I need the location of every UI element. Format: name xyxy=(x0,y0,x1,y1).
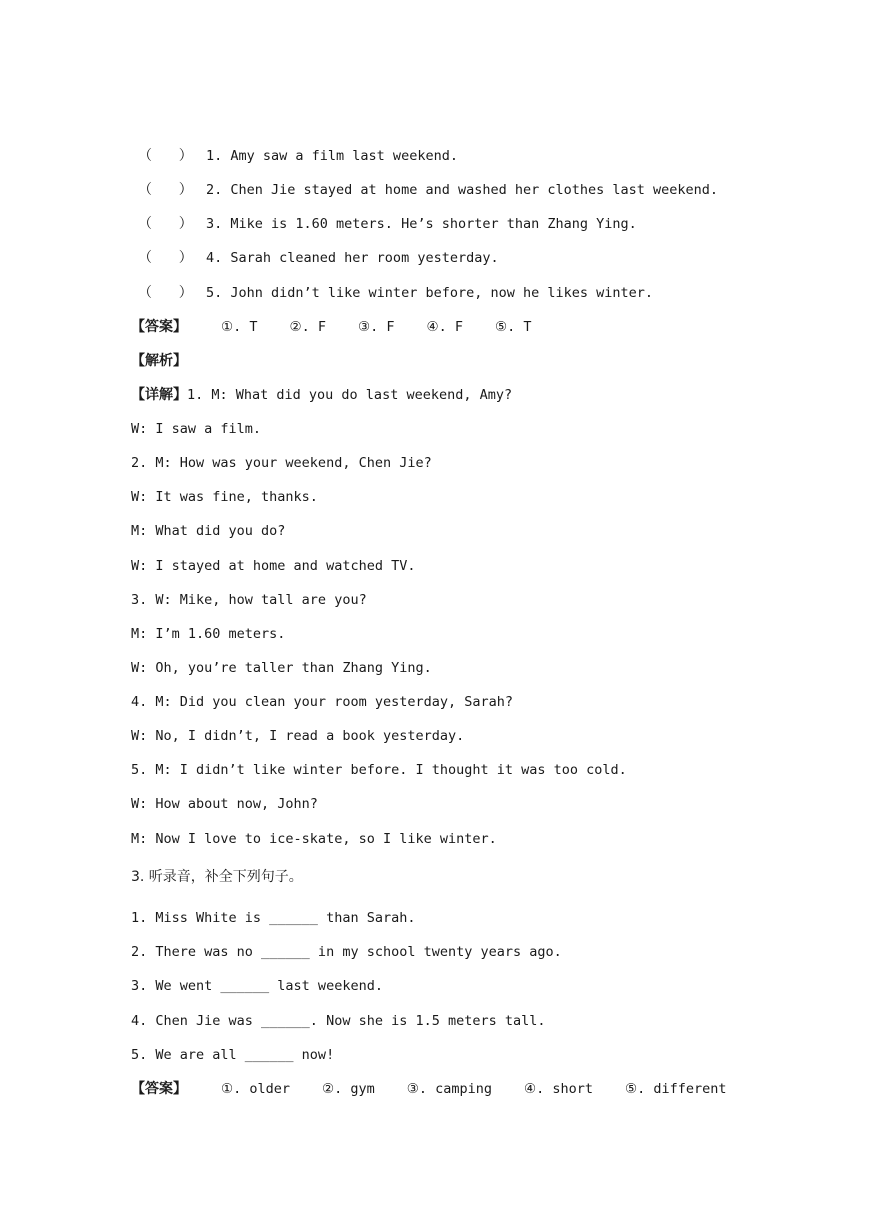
answer-item: ③. F xyxy=(358,319,395,335)
answer-item: ④. short xyxy=(524,1081,594,1097)
transcript-line: M: What did you do? xyxy=(131,523,286,539)
answer-item: ⑤. different xyxy=(625,1081,727,1097)
answer-blank: （ ） xyxy=(138,148,193,164)
transcript-text: 1. M: What did you do last weekend, Amy? xyxy=(187,387,513,403)
answer-item: ①. T xyxy=(221,319,258,335)
transcript-line: W: How about now, John? xyxy=(131,796,318,812)
fill-item: 1. Miss White is ______ than Sarah. xyxy=(131,910,416,926)
tf-statement: 3. Mike is 1.60 meters. He’s shorter than Zhang Ying. xyxy=(206,216,637,232)
answer-blank: （ ） xyxy=(138,285,193,301)
transcript-line: 2. M: How was your weekend, Chen Jie? xyxy=(131,455,432,471)
tf-item-5 xyxy=(138,282,653,304)
transcript-line: W: I saw a film. xyxy=(131,421,262,437)
transcript-line: 3. W: Mike, how tall are you? xyxy=(131,592,367,608)
answer-blank: （ ） xyxy=(138,182,193,198)
tf-item-3 xyxy=(138,213,637,235)
transcript-line: M: I’m 1.60 meters. xyxy=(131,626,286,642)
answer-item: ④. F xyxy=(426,319,463,335)
answer-item: ②. gym xyxy=(322,1081,375,1097)
fill-item: 3. We went ______ last weekend. xyxy=(131,978,383,994)
transcript-line xyxy=(131,384,512,406)
transcript-line: W: I stayed at home and watched TV. xyxy=(131,558,416,574)
answer-label: 【答案】 xyxy=(131,319,187,335)
fill-item: 5. We are all ______ now! xyxy=(131,1047,335,1063)
tf-item-2 xyxy=(138,179,718,201)
answer-blank: （ ） xyxy=(138,250,193,266)
transcript-line: W: It was fine, thanks. xyxy=(131,489,318,505)
transcript-line: M: Now I love to ice-skate, so I like winter. xyxy=(131,831,497,847)
transcript-line: 4. M: Did you clean your room yesterday, Sarah? xyxy=(131,694,514,710)
answer-row xyxy=(131,316,532,338)
answer-blank: （ ） xyxy=(138,216,193,232)
transcript-line: 5. M: I didn’t like winter before. I thought it was too cold. xyxy=(131,762,627,778)
section-heading: 3. 听录音，补全下列句子。 xyxy=(131,869,303,885)
tf-statement: 5. John didn’t like winter before, now he likes winter. xyxy=(206,285,654,301)
transcript-line: W: Oh, you’re taller than Zhang Ying. xyxy=(131,660,432,676)
answer-label: 【答案】 xyxy=(131,1081,187,1097)
answer-row xyxy=(131,1078,727,1100)
answer-item: ①. older xyxy=(221,1081,290,1097)
answer-item: ⑤. T xyxy=(495,319,532,335)
transcript-line: W: No, I didn’t, I read a book yesterday. xyxy=(131,728,465,744)
answer-item: ③. camping xyxy=(406,1081,493,1097)
fill-item: 2. There was no ______ in my school twenty years ago. xyxy=(131,944,562,960)
tf-statement: 2. Chen Jie stayed at home and washed her clothes last weekend. xyxy=(206,182,719,198)
tf-item-4 xyxy=(138,247,499,269)
tf-item-1 xyxy=(138,145,458,167)
fill-item: 4. Chen Jie was ______. Now she is 1.5 meters tall. xyxy=(131,1013,546,1029)
tf-statement: 1. Amy saw a film last weekend. xyxy=(206,148,458,164)
analysis-label: 【解析】 xyxy=(131,353,187,369)
detail-label: 【详解】 xyxy=(131,387,187,403)
tf-statement: 4. Sarah cleaned her room yesterday. xyxy=(206,250,499,266)
answer-item: ②. F xyxy=(289,319,326,335)
